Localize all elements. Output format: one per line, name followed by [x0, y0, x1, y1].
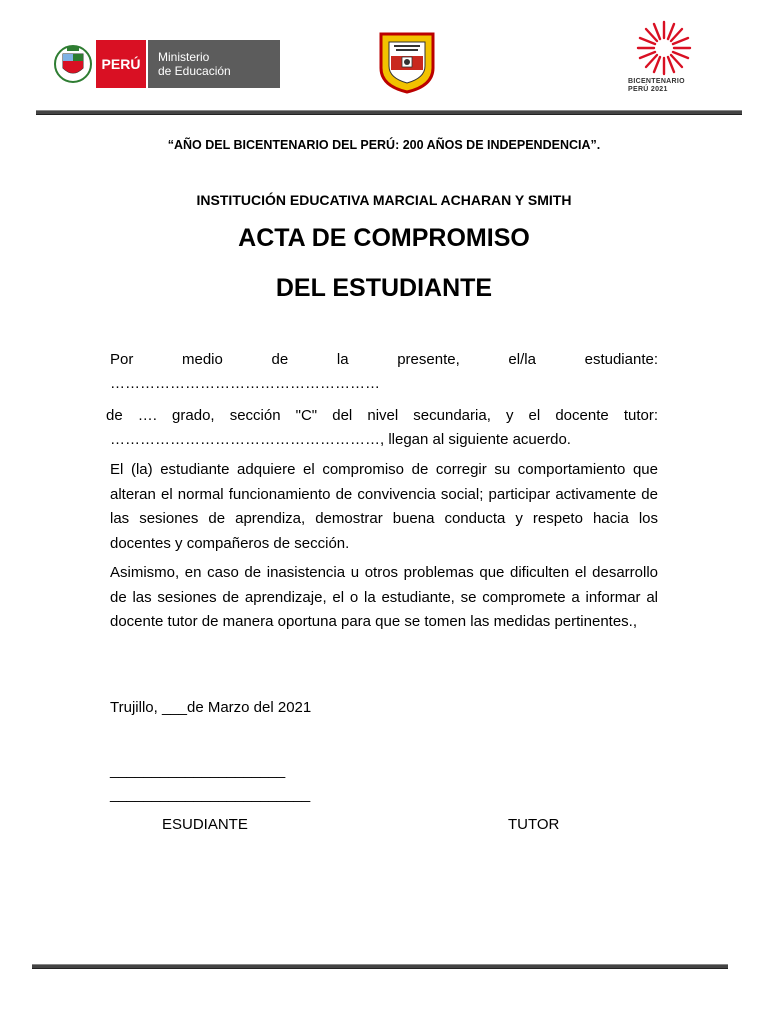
document-subtitle: DEL ESTUDIANTE — [275, 274, 493, 302]
bicentenario-line1: BICENTENARIO — [628, 78, 685, 85]
bicentenario-logo — [612, 18, 722, 98]
minedu-line1: Ministerio — [158, 50, 210, 64]
paragraph-commitment: El (la) estudiante adquiere el compromiso de corregir su comportamiento que alteran el normal funcionamiento de convivencia social; participar activamente de las sesiones de aprendiza, demostrar buena conducta y respeto hacia los docentes y compañeros de sección. — [110, 461, 658, 552]
minedu-name — [146, 40, 280, 88]
minedu-line2: de Educación — [158, 64, 231, 78]
signature-line-tutor: ________________________ — [110, 786, 311, 803]
header-divider — [36, 110, 742, 115]
signature-label-student: ESUDIANTE — [162, 816, 248, 833]
institution-name: INSTITUCIÓN EDUCATIVA MARCIAL ACHARAN Y SMITH — [196, 192, 572, 208]
date-line: Trujillo, ___de Marzo del 2021 — [110, 699, 312, 716]
signature-line-student: _____________________ — [110, 762, 286, 779]
minedu-logo — [50, 40, 280, 88]
document-title: ACTA DE COMPROMISO — [238, 224, 530, 252]
signature-label-tutor: TUTOR — [508, 816, 560, 833]
student-name-blank: ……………………………………………… — [110, 375, 380, 392]
bicentenario-line2: PERÚ 2021 — [628, 86, 668, 93]
minedu-country: PERÚ — [96, 40, 146, 88]
footer-divider — [32, 964, 728, 969]
paragraph-intro-line1: Por medio de la presente, el/la estudiante: — [110, 351, 658, 368]
year-motto: “AÑO DEL BICENTENARIO DEL PERÚ: 200 AÑOS DE INDEPENDENCIA”. — [167, 138, 601, 152]
paragraph-grade-line2: ………………………………………………, llegan al siguiente acuerdo. — [110, 431, 571, 448]
peru-coat-of-arms-icon — [50, 40, 96, 88]
school-crest-icon — [377, 30, 437, 94]
bicentenario-burst-icon — [612, 18, 722, 78]
paragraph-grade-line1: de …. grado, sección "C" del nivel secundaria, y el docente tutor: — [106, 407, 658, 424]
paragraph-absence: Asimismo, en caso de inasistencia u otros problemas que dificulten el desarrollo de las sesiones de aprendizaje, el o la estudiante, se compromete a informar al docente tutor de manera oportuna para que se tomen las medidas pertinentes., — [110, 564, 658, 630]
bicentenario-text — [628, 78, 685, 94]
